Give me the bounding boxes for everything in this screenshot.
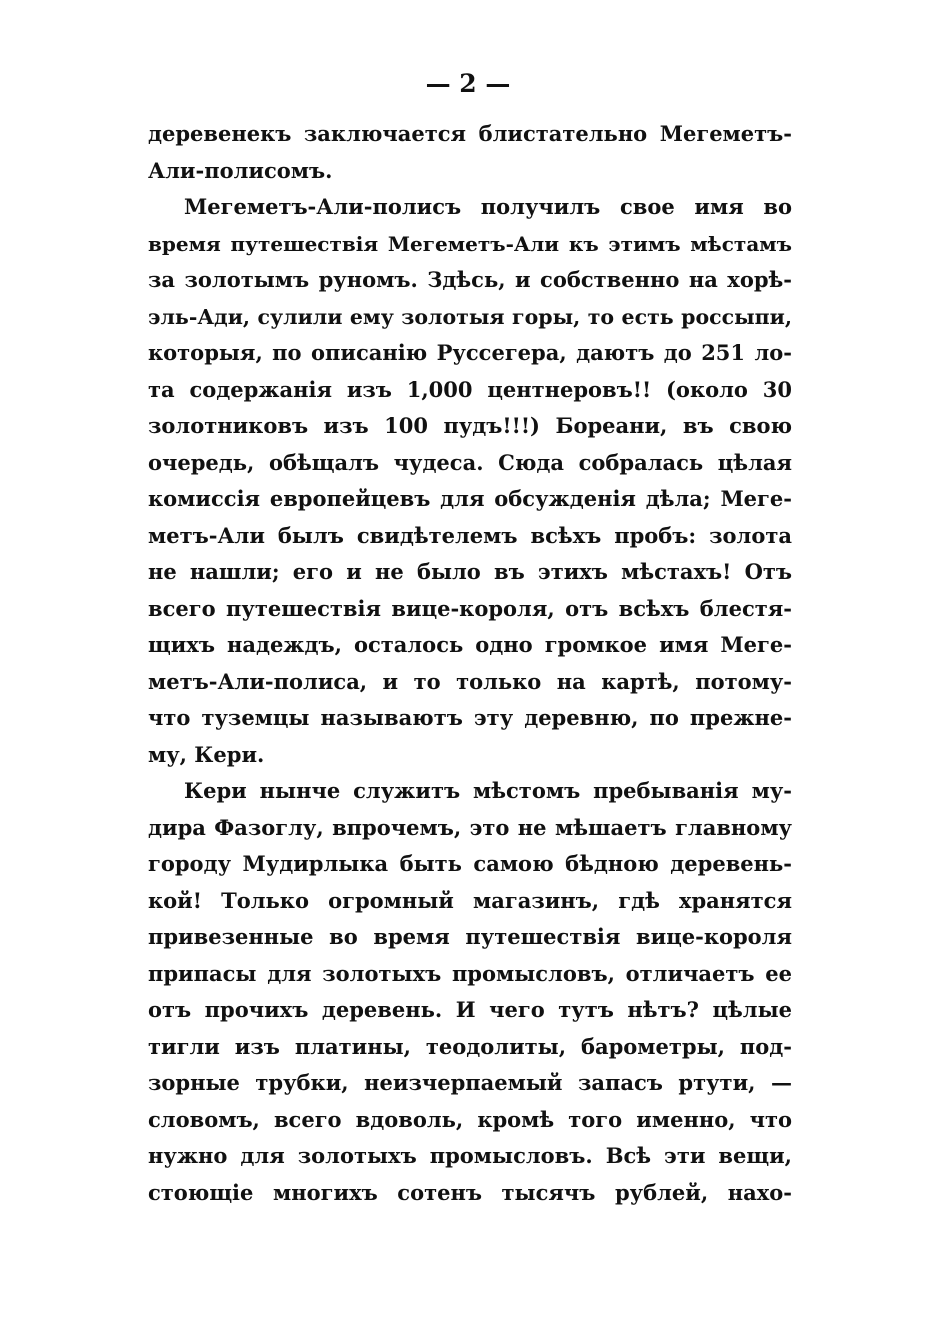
text-line: отъ прочихъ деревень. И чего тутъ нѣтъ? цѣлые <box>148 997 792 1022</box>
text-line: городу Мудирлыка быть самою бѣдною деревень- <box>148 851 792 876</box>
text-line: золотниковъ изъ 100 пудъ!!!) Бореани, въ свою <box>148 413 792 438</box>
text-line: всего путешествія вице-короля, отъ всѣхъ блестя- <box>148 595 792 621</box>
text-line: не нашли; его и не было въ этихъ мѣстахъ! Отъ <box>148 559 792 584</box>
text-line: припасы для золотыхъ промысловъ, отличаетъ ее <box>148 960 792 986</box>
text-line: нужно для золотыхъ промысловъ. Всѣ эти вещи, <box>148 1143 792 1168</box>
text-line: метъ-Али-полиса, и то только на картѣ, потому- <box>148 668 792 694</box>
text-line: Мегеметъ-Али-полисъ получилъ свое имя во <box>184 194 792 219</box>
text-line: щихъ надеждъ, осталось одно громкое имя Меге- <box>148 632 792 657</box>
text-line: деревенекъ заключается блистательно Мегеметъ- <box>148 121 792 146</box>
text-line: та содержанія изъ 1,000 центнеровъ!! (около 30 <box>148 376 792 402</box>
text-line: метъ-Али былъ свидѣтелемъ всѣхъ пробъ: золота <box>148 522 792 548</box>
text-line: му, Кери. <box>148 741 265 767</box>
text-line: Кери нынче служитъ мѣстомъ пребыванія му- <box>184 778 792 803</box>
text-line: тигли изъ платины, теодолиты, барометры, под- <box>148 1033 792 1059</box>
page-number: — 2 — <box>425 69 511 98</box>
text-line: зорные трубки, неизчерпаемый запасъ ртути, — <box>148 1070 792 1095</box>
text-line: время путешествія Мегеметъ-Али къ этимъ мѣстамъ <box>148 231 792 256</box>
text-line: стоющіе многихъ сотенъ тысячъ рублей, нахо- <box>148 1179 792 1205</box>
body-text <box>148 116 792 1211</box>
text-line: привезенные во время путешествія вице-короля <box>148 924 792 949</box>
text-line: комиссія европейцевъ для обсужденія дѣла; Меге- <box>148 486 792 511</box>
text-line: что туземцы называютъ эту деревню, по прежне- <box>148 705 792 730</box>
text-line: дира Фазоглу, впрочемъ, это не мѣшаетъ главному <box>148 814 792 840</box>
text-line: словомъ, всего вдоволь, кромѣ того именно, что <box>148 1106 792 1132</box>
text-line: очередь, обѣщалъ чудеса. Сюда собралась цѣлая <box>148 449 792 475</box>
text-line: эль-Ади, сулили ему золотыя горы, то есть россыпи, <box>148 304 792 329</box>
text-line: которыя, по описанію Руссегера, даютъ до 251 ло- <box>148 340 792 365</box>
text-line: кой! Только огромный магазинъ, гдѣ хранятся <box>148 887 792 913</box>
text-line: за золотымъ руномъ. Здѣсь, и собственно на хорѣ- <box>148 267 792 292</box>
text-line: Али-полисомъ. <box>148 157 333 183</box>
